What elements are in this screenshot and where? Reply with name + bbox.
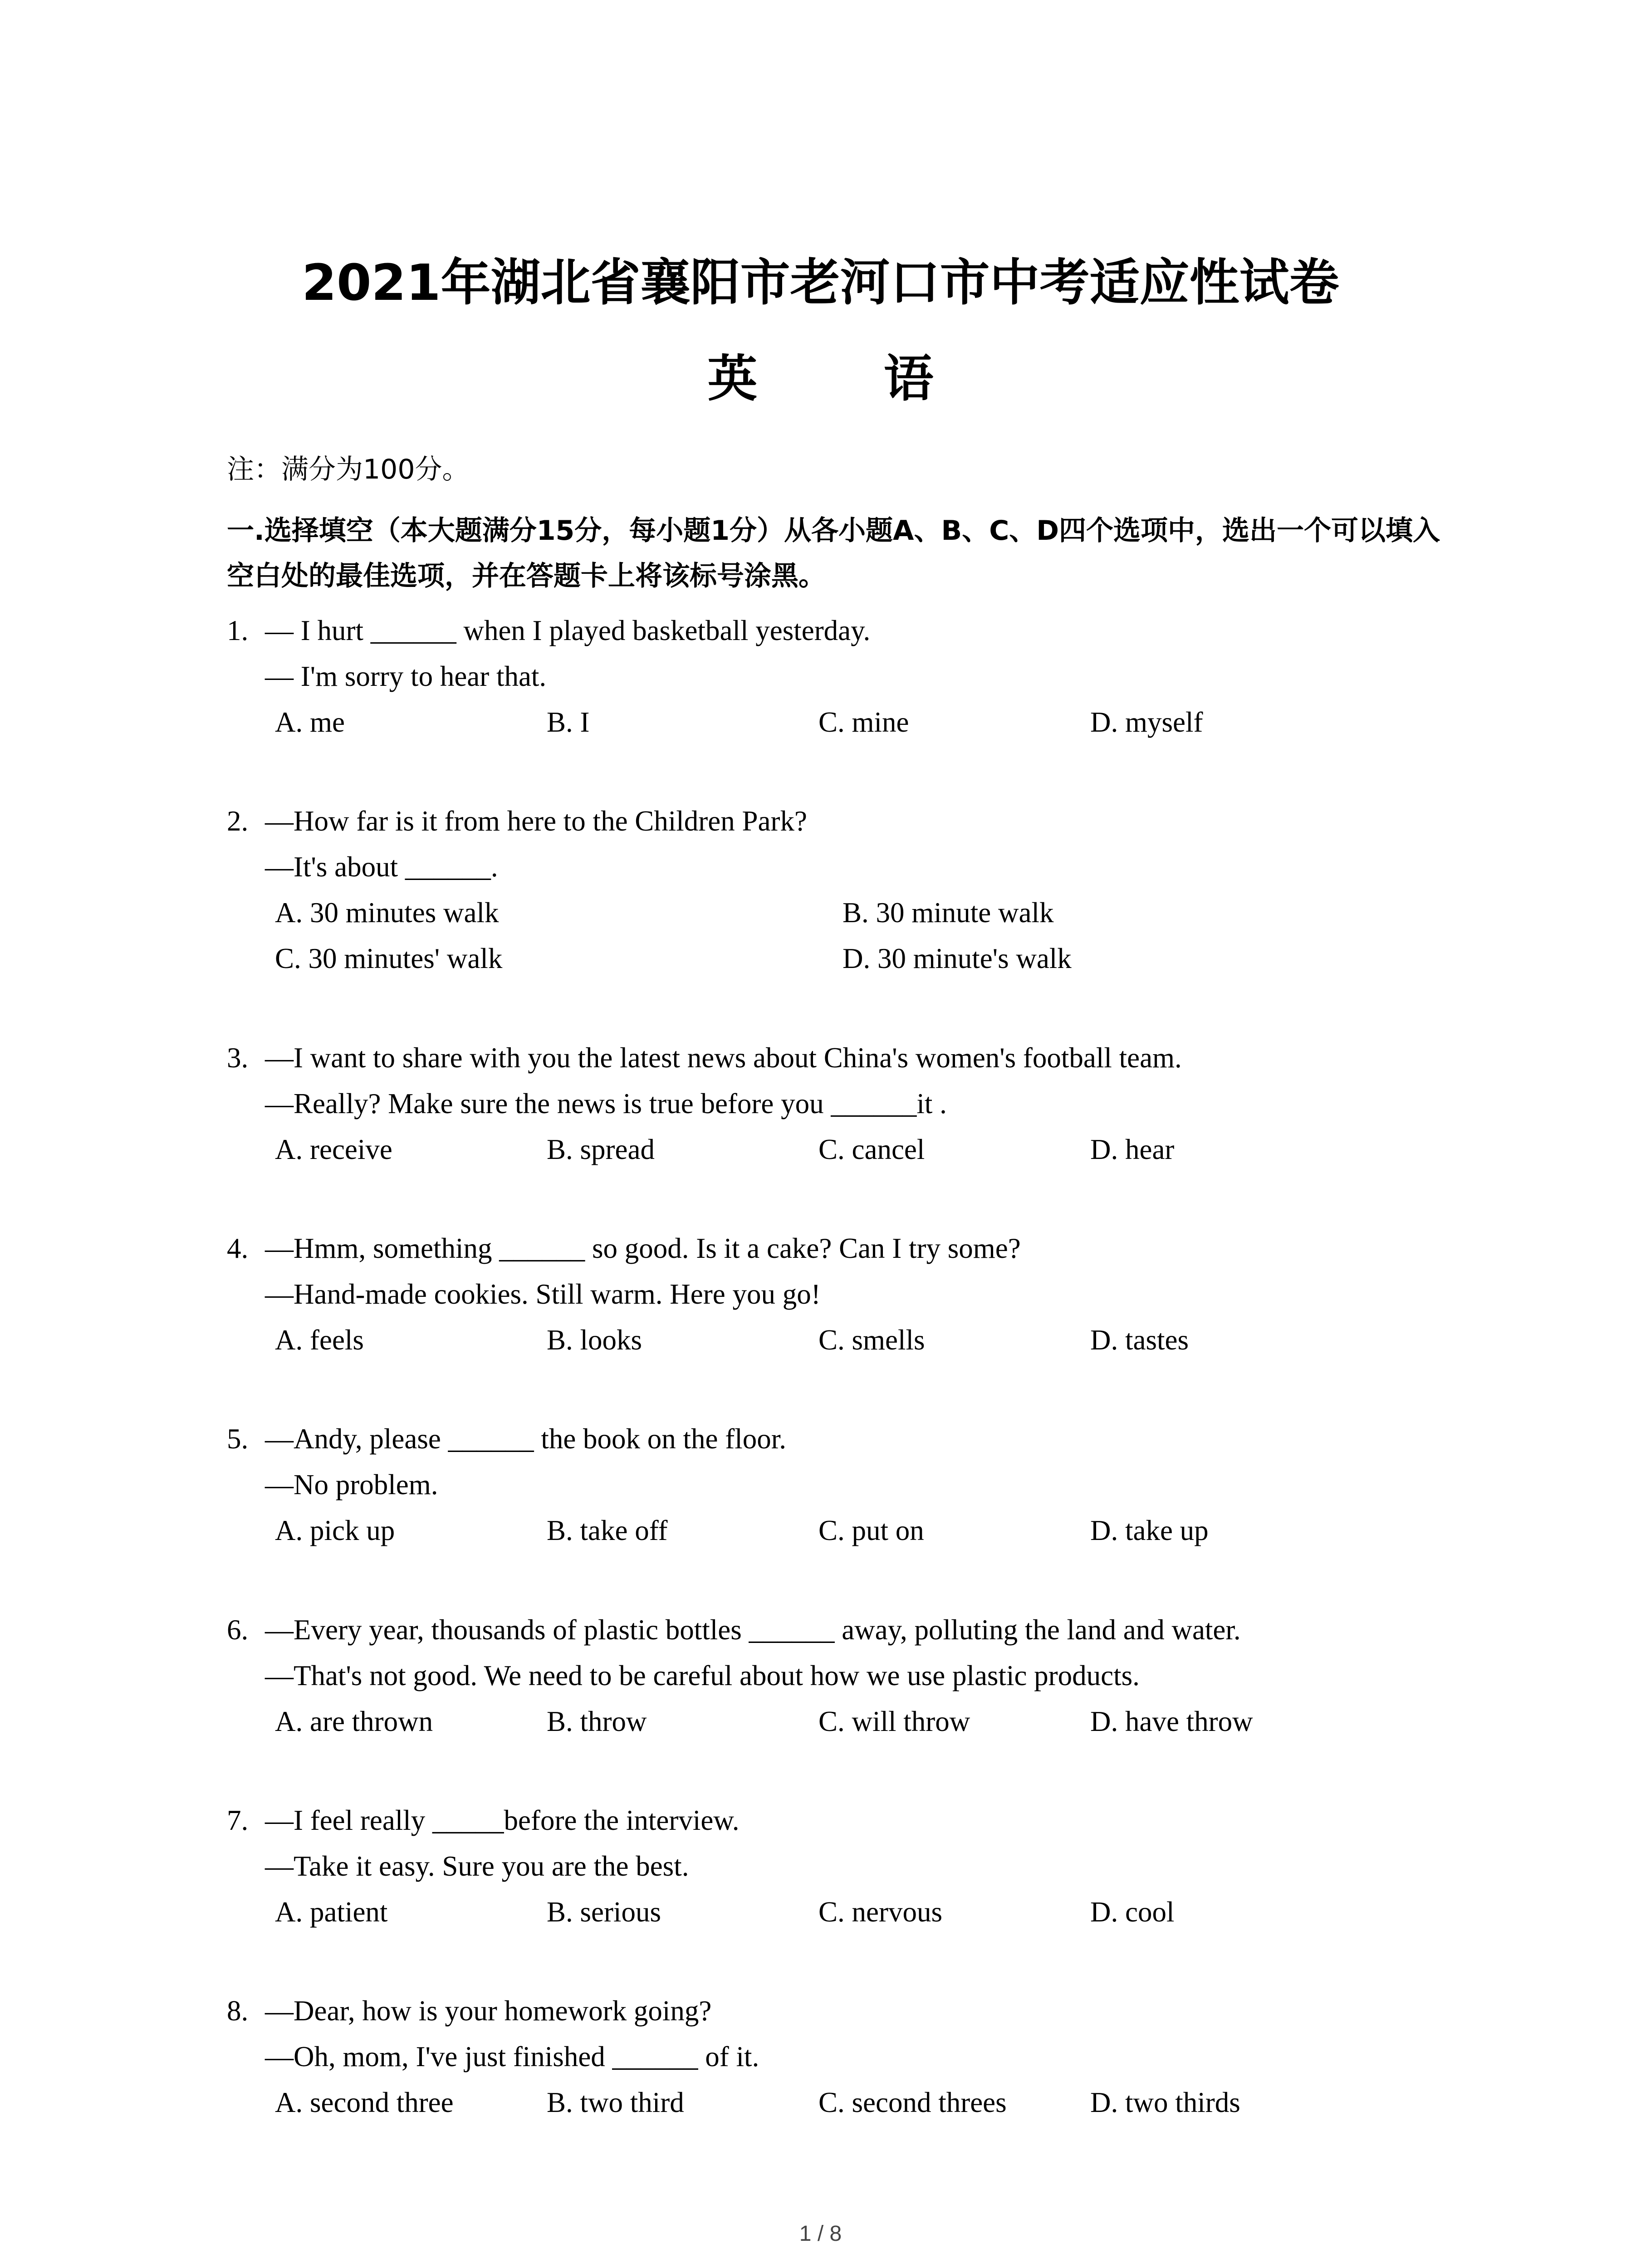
answer-options: [227, 936, 1543, 982]
question-line: —Dear, how is your homework going?: [265, 1995, 712, 2027]
question-7: [227, 1798, 1543, 1935]
answer-options: [227, 1317, 1543, 1363]
answer-options: [227, 890, 1543, 936]
answer-options: [227, 1889, 1543, 1935]
option-b[interactable]: B. two third: [547, 2087, 684, 2118]
option-b[interactable]: B. spread: [547, 1134, 655, 1165]
question-line: — I'm sorry to hear that.: [265, 660, 547, 692]
answer-options: [227, 2080, 1543, 2126]
option-a[interactable]: A. receive: [275, 1134, 392, 1165]
option-b[interactable]: B. serious: [547, 1896, 661, 1928]
option-c[interactable]: C. will throw: [818, 1706, 970, 1737]
option-c[interactable]: C. 30 minutes' walk: [275, 943, 503, 974]
question-line: —It's about ______.: [265, 851, 498, 883]
question-8: [227, 1988, 1543, 2126]
option-a[interactable]: A. second three: [275, 2087, 454, 2118]
question-line: —Really? Make sure the news is true before you ______it .: [265, 1088, 947, 1119]
question-line: —How far is it from here to the Children Park?: [265, 805, 807, 837]
question-5: [227, 1416, 1543, 1554]
question-line: —I feel really _____before the interview.: [265, 1804, 740, 1836]
question-line: —Oh, mom, I've just finished ______ of it.: [265, 2041, 759, 2072]
option-c[interactable]: C. mine: [818, 706, 909, 738]
question-number: 8.: [227, 1995, 249, 2027]
option-c[interactable]: C. cancel: [818, 1134, 925, 1165]
option-b[interactable]: B. 30 minute walk: [843, 897, 1054, 929]
question-1: [227, 608, 1543, 745]
question-line: —Hmm, something ______ so good. Is it a cake? Can I try some?: [265, 1232, 1021, 1264]
answer-options: [227, 1127, 1543, 1173]
option-c[interactable]: C. second threes: [818, 2087, 1007, 2118]
option-c[interactable]: C. put on: [818, 1515, 924, 1546]
section-instructions: 一.选择填空（本大题满分15分，每小题1分）从各小题A、B、C、D四个选项中，选出一个可以填入空白处的最佳选项，并在答题卡上将该标号涂黑。: [227, 515, 1440, 592]
answer-options: [227, 1699, 1543, 1745]
option-a[interactable]: A. 30 minutes walk: [275, 897, 499, 929]
option-d[interactable]: D. 30 minute's walk: [843, 943, 1072, 974]
option-a[interactable]: A. feels: [275, 1324, 364, 1356]
question-line: —I want to share with you the latest news about China's women's football team.: [265, 1042, 1182, 1074]
question-line: —Andy, please ______ the book on the floor.: [265, 1423, 786, 1455]
question-line: —Every year, thousands of plastic bottles ______ away, polluting the land and water.: [265, 1614, 1241, 1646]
answer-options: [227, 1508, 1543, 1554]
option-a[interactable]: A. patient: [275, 1896, 388, 1928]
option-c[interactable]: C. smells: [818, 1324, 925, 1356]
option-a[interactable]: A. pick up: [275, 1515, 395, 1546]
question-2: [227, 798, 1543, 982]
answer-options: [227, 699, 1543, 745]
question-line: —Hand-made cookies. Still warm. Here you go!: [265, 1278, 821, 1310]
option-d[interactable]: D. two thirds: [1090, 2087, 1240, 2118]
option-b[interactable]: B. throw: [547, 1706, 647, 1737]
question-4: [227, 1226, 1543, 1363]
option-b[interactable]: B. looks: [547, 1324, 642, 1356]
question-6: [227, 1607, 1543, 1745]
exam-title: 2021年湖北省襄阳市老河口市中考适应性试卷: [302, 254, 1339, 312]
score-note: 注：满分为100分。: [227, 454, 470, 485]
question-number: 4.: [227, 1232, 249, 1264]
subject-title: 英 语: [707, 350, 988, 408]
option-d[interactable]: D. cool: [1090, 1896, 1175, 1928]
option-b[interactable]: B. I: [547, 706, 590, 738]
question-line: — I hurt ______ when I played basketball yesterday.: [265, 615, 871, 646]
option-b[interactable]: B. take off: [547, 1515, 668, 1546]
option-d[interactable]: D. take up: [1090, 1515, 1209, 1546]
option-d[interactable]: D. tastes: [1090, 1324, 1189, 1356]
option-c[interactable]: C. nervous: [818, 1896, 942, 1928]
option-a[interactable]: A. are thrown: [275, 1706, 433, 1737]
option-d[interactable]: D. hear: [1090, 1134, 1175, 1165]
question-number: 1.: [227, 615, 249, 646]
question-number: 5.: [227, 1423, 249, 1455]
option-d[interactable]: D. myself: [1090, 706, 1203, 738]
question-line: —Take it easy. Sure you are the best.: [265, 1850, 689, 1882]
question-number: 2.: [227, 805, 249, 837]
option-a[interactable]: A. me: [275, 706, 345, 738]
question-line: —That's not good. We need to be careful about how we use plastic products.: [265, 1660, 1140, 1691]
question-number: 3.: [227, 1042, 249, 1074]
question-number: 6.: [227, 1614, 249, 1646]
page-indicator: 1 / 8: [799, 2222, 842, 2246]
question-line: —No problem.: [265, 1469, 438, 1501]
question-3: [227, 1035, 1543, 1173]
option-d[interactable]: D. have throw: [1090, 1706, 1253, 1737]
question-number: 7.: [227, 1804, 249, 1836]
